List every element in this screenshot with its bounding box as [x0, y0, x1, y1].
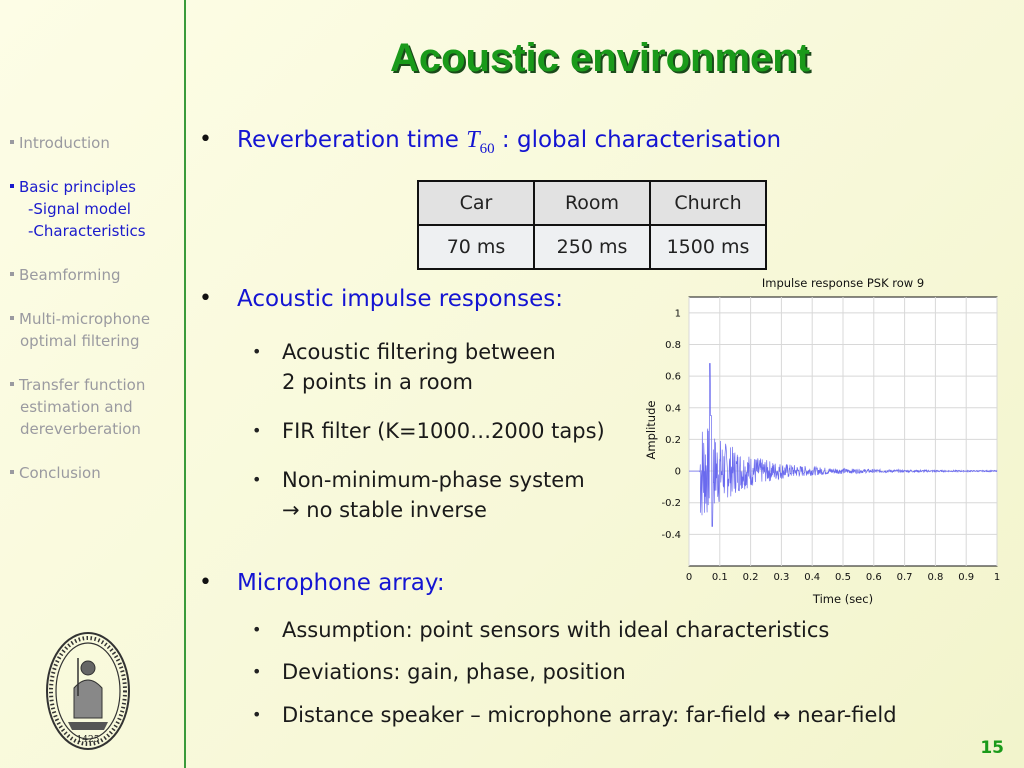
t60-symbol-letter: T: [466, 127, 480, 153]
t60-symbol: [466, 127, 495, 157]
subbullet-line: Non-minimum-phase system: [282, 468, 585, 492]
chart-x-tick-label: 0: [685, 572, 693, 583]
square-bullet-icon: [10, 184, 14, 188]
table-cell: 1500 ms: [650, 225, 766, 269]
bullet-text: Reverberation time: [237, 127, 467, 153]
table-header-cell: Church: [650, 181, 766, 225]
table-cell: 250 ms: [534, 225, 650, 269]
table-header-cell: Car: [418, 181, 534, 225]
bullet-dot-icon: •: [199, 286, 212, 311]
nav-item-introduction[interactable]: [10, 132, 180, 154]
chart-x-tick-label: 0.3: [773, 572, 790, 583]
nav-label: Basic principles: [19, 178, 136, 196]
bullet-text: Microphone array:: [237, 570, 445, 596]
chart-x-tick-label: 0.1: [711, 572, 728, 583]
subbullet-line: Acoustic filtering between: [282, 340, 556, 364]
table-cell: 70 ms: [418, 225, 534, 269]
nav-item-transfer-function[interactable]: [10, 374, 180, 396]
subbullet-line: Assumption: point sensors with ideal characteristics: [282, 618, 830, 642]
chart-y-tick-label: 1: [674, 308, 681, 320]
chart-x-tick-label: 0.2: [742, 572, 759, 583]
chart-y-tick-label: 0.4: [665, 403, 681, 415]
chart-x-tick-label: 1: [993, 572, 1001, 583]
table-header-cell: Room: [534, 181, 650, 225]
nav-label: Introduction: [19, 134, 110, 152]
bullet-dot-icon: •: [252, 662, 262, 681]
nav-label: Transfer function: [19, 376, 146, 394]
chart-x-tick-label: 0.7: [896, 572, 913, 583]
chart-title: Impulse response PSK row 9: [761, 276, 925, 290]
subbullet-acoustic-filtering: [252, 337, 556, 397]
chart-y-tick-label: 0.2: [665, 434, 681, 446]
nav-item-multi-microphone-cont[interactable]: [10, 330, 190, 352]
impulse-response-chart: [635, 270, 1015, 610]
university-seal-logo: [44, 630, 132, 752]
square-bullet-icon: [10, 382, 14, 386]
reverberation-table: [417, 180, 767, 270]
bullet-dot-icon: •: [252, 421, 262, 440]
bullet-dot-icon: •: [199, 127, 212, 152]
nav-item-beamforming[interactable]: [10, 264, 180, 286]
bullet-dot-icon: •: [252, 620, 262, 639]
bullet-text-suffix: : global characterisation: [494, 127, 782, 153]
subbullet-fir-filter: [252, 416, 605, 446]
bullet-dot-icon: •: [252, 470, 262, 489]
nav-item-basic-principles[interactable]: [10, 176, 180, 198]
bullet-microphone-array: [199, 570, 445, 596]
square-bullet-icon: [10, 140, 14, 144]
bullet-dot-icon: •: [252, 342, 262, 361]
square-bullet-icon: [10, 470, 14, 474]
table-row: [418, 225, 766, 269]
slide-title: Acoustic environment: [389, 36, 811, 80]
bullet-impulse-responses: [199, 286, 563, 312]
nav-label: estimation and: [20, 398, 133, 416]
chart-x-tick-label: 0.9: [958, 572, 975, 583]
chart-y-tick-label: -0.4: [661, 529, 681, 541]
subbullet-assumption: [252, 615, 830, 645]
chart-x-tick-label: 0.6: [865, 572, 882, 583]
subbullet-distance: [252, 700, 897, 730]
nav-label: Multi-microphone: [19, 310, 151, 328]
chart-x-tick-label: 0.8: [927, 572, 944, 583]
nav-label: -Signal model: [28, 200, 131, 218]
nav-item-transfer-function-cont2[interactable]: [10, 418, 190, 440]
subbullet-line: FIR filter (K=1000…2000 taps): [282, 419, 605, 443]
chart-y-tick-label: 0: [674, 466, 681, 478]
nav-label: Beamforming: [19, 266, 121, 284]
chart-y-tick-label: 0.8: [665, 339, 681, 351]
nav-label: -Characteristics: [28, 222, 146, 240]
subbullet-line: Deviations: gain, phase, position: [282, 660, 626, 684]
chart-y-tick-label: 0.6: [665, 371, 681, 383]
subbullet-line: Distance speaker – microphone array: far-field ↔ near-field: [282, 703, 897, 727]
nav-label: dereverberation: [20, 420, 141, 438]
nav-label: Conclusion: [19, 464, 101, 482]
nav-label: optimal filtering: [20, 332, 140, 350]
nav-item-multi-microphone[interactable]: [10, 308, 180, 330]
bullet-reverberation: [199, 127, 782, 158]
chart-x-tick-label: 0.5: [835, 572, 851, 583]
nav-item-conclusion[interactable]: [10, 462, 180, 484]
sidebar-divider: [184, 0, 186, 768]
subbullet-line: 2 points in a room: [282, 370, 473, 394]
subbullet-non-minimum-phase: [252, 465, 585, 525]
subbullet-deviations: [252, 657, 626, 687]
subbullet-line: → no stable inverse: [282, 498, 487, 522]
nav-subitem-characteristics[interactable]: [10, 220, 198, 242]
page-number: 15: [980, 738, 1004, 758]
t60-subscript: 60: [479, 140, 495, 157]
nav-subitem-signal-model[interactable]: [10, 198, 198, 220]
bullet-text: Acoustic impulse responses:: [237, 286, 563, 312]
chart-y-ticks: [661, 308, 681, 541]
bullet-dot-icon: •: [199, 570, 212, 595]
chart-y-label: Amplitude: [644, 400, 658, 460]
chart-y-tick-label: -0.2: [661, 498, 681, 510]
chart-x-label: Time (sec): [812, 592, 874, 606]
nav-item-transfer-function-cont1[interactable]: [10, 396, 190, 418]
svg-text:1425: 1425: [76, 735, 100, 745]
bullet-dot-icon: •: [252, 705, 262, 724]
chart-x-tick-label: 0.4: [804, 572, 821, 583]
table-header-row: [418, 181, 766, 225]
square-bullet-icon: [10, 316, 14, 320]
square-bullet-icon: [10, 272, 14, 276]
chart-x-ticks: [686, 572, 1000, 583]
